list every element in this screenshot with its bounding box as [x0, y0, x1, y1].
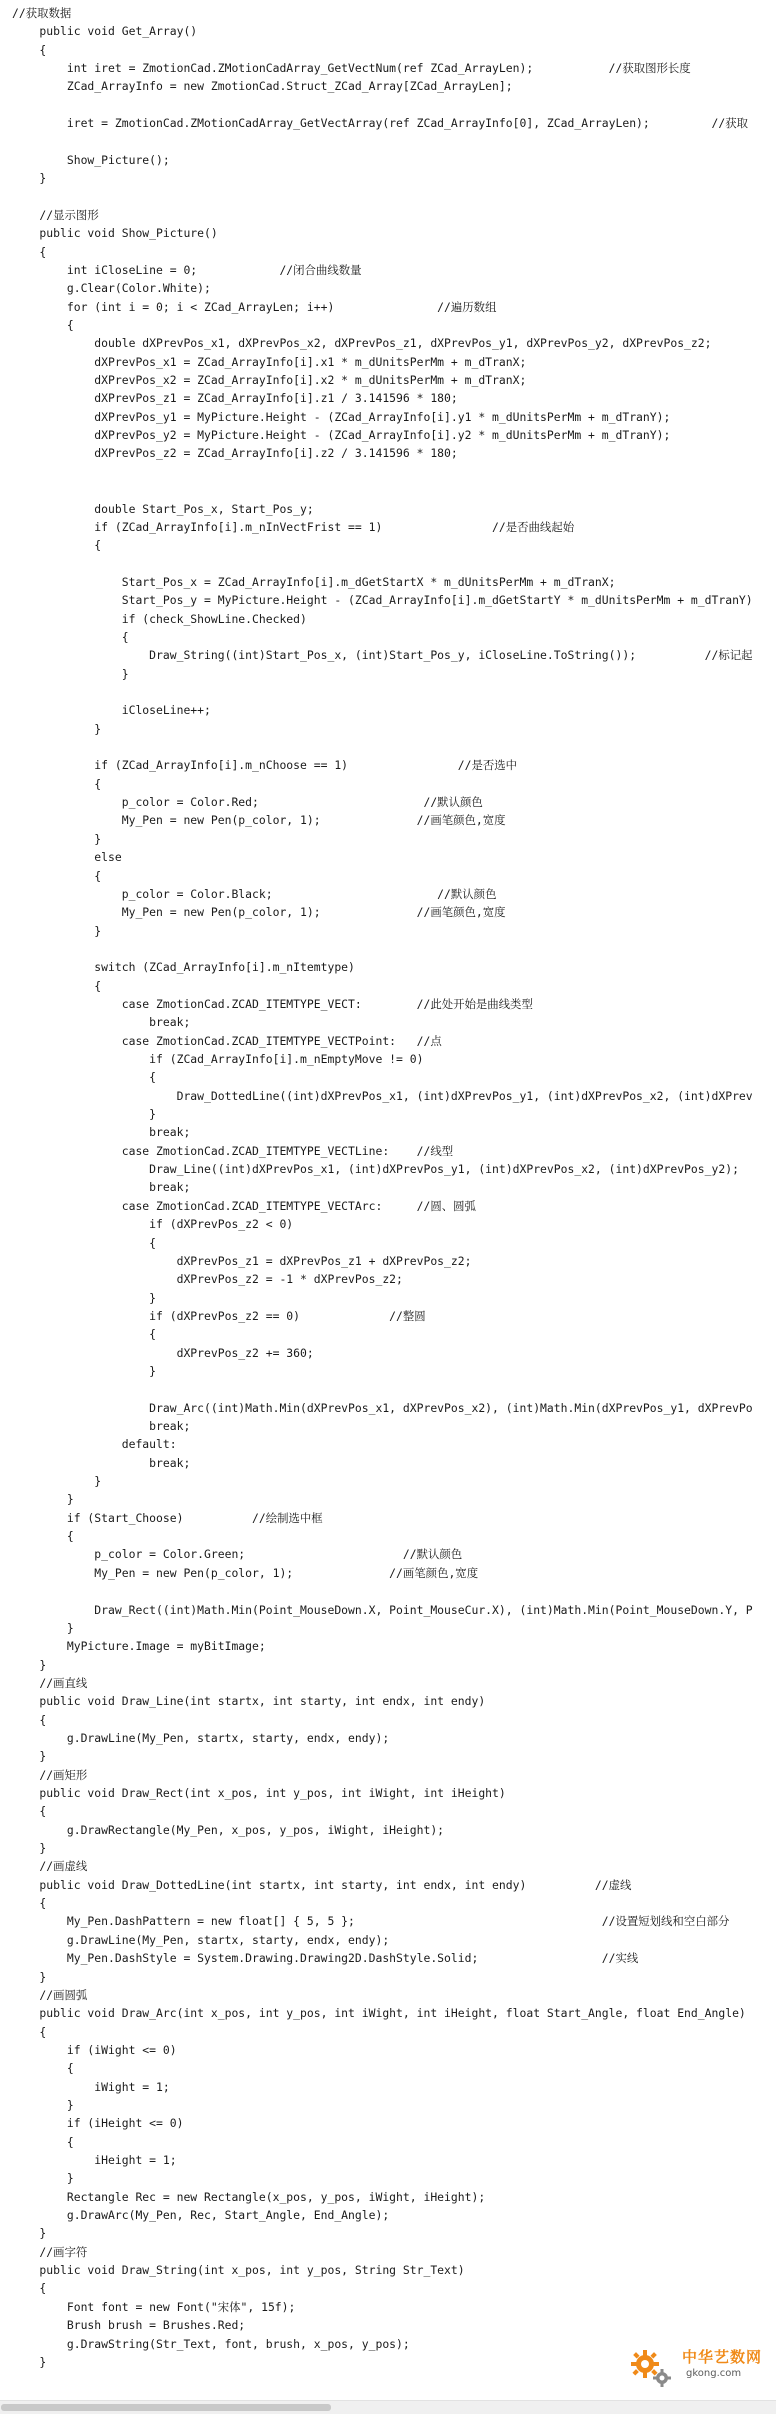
code-line: dXPrevPos_y2 = MyPicture.Height - (ZCad_ArrayInfo[i].y2 * m_dUnitsPerMm + m_dTranY);	[12, 428, 671, 443]
code-line: ZCad_ArrayInfo = new ZmotionCad.Struct_ZCad_Array[ZCad_ArrayLen];	[12, 79, 513, 94]
code-line: Draw_Arc((int)Math.Min(dXPrevPos_x1, dXPrevPos_x2), (int)Math.Min(dXPrevPos_y1, dXPrevPo	[12, 1400, 753, 1415]
code-line: //画圆弧	[12, 1987, 88, 2002]
watermark-title: 中华艺数网	[682, 2348, 763, 2366]
code-line: My_Pen = new Pen(p_color, 1); //画笔颜色,宽度	[12, 1565, 479, 1580]
code-line: case ZmotionCad.ZCAD_ITEMTYPE_VECTPoint: //点	[12, 1033, 442, 1048]
code-line: public void Draw_String(int x_pos, int y_pos, String Str_Text)	[12, 2263, 465, 2278]
code-line: Start_Pos_y = MyPicture.Height - (ZCad_ArrayInfo[i].m_dGetStartY * m_dUnitsPerMm + m_dTranY)	[12, 593, 753, 608]
code-line: //画字符	[12, 2244, 88, 2259]
code-line: case ZmotionCad.ZCAD_ITEMTYPE_VECT: //此处开始是曲线类型	[12, 996, 533, 1011]
code-line: break;	[12, 1455, 191, 1470]
code-line: dXPrevPos_z1 = dXPrevPos_z1 + dXPrevPos_z2;	[12, 1253, 472, 1268]
site-watermark	[628, 2342, 768, 2392]
code-line: iCloseLine++;	[12, 703, 211, 718]
code-line: {	[12, 1804, 47, 1819]
code-line: if (check_ShowLine.Checked)	[12, 611, 307, 626]
code-line: {	[12, 2134, 74, 2149]
code-line: //画虚线	[12, 1859, 88, 1874]
code-line: {	[12, 2061, 74, 2076]
code-line: if (iWight <= 0)	[12, 2042, 177, 2057]
code-line: if (ZCad_ArrayInfo[i].m_nInVectFrist == 1) //是否曲线起始	[12, 519, 575, 534]
code-line: My_Pen = new Pen(p_color, 1); //画笔颜色,宽度	[12, 813, 506, 828]
code-line: Show_Picture();	[12, 152, 170, 167]
code-line: My_Pen.DashPattern = new float[] { 5, 5 }; //设置短划线和空白部分	[12, 1914, 730, 1929]
code-line: else	[12, 850, 122, 865]
code-line: public void Draw_Rect(int x_pos, int y_pos, int iWight, int iHeight)	[12, 1786, 506, 1800]
code-line: My_Pen = new Pen(p_color, 1); //画笔颜色,宽度	[12, 905, 506, 920]
code-line: }	[12, 2097, 74, 2112]
code-line: if (iHeight <= 0)	[12, 2116, 184, 2131]
code-line: iret = ZmotionCad.ZMotionCadArray_GetVectArray(ref ZCad_ArrayInfo[0], ZCad_ArrayLen); //获取	[12, 116, 748, 131]
code-line: //画矩形	[12, 1767, 88, 1782]
code-line: }	[12, 923, 102, 938]
code-line: iHeight = 1;	[12, 2153, 177, 2167]
code-line: Draw_String((int)Start_Pos_x, (int)Start_Pos_y, iCloseLine.ToString()); //标记起	[12, 648, 753, 663]
code-line: Font font = new Font("宋体", 15f);	[12, 2299, 296, 2314]
code-line: iWight = 1;	[12, 2079, 170, 2094]
code-line: dXPrevPos_x1 = ZCad_ArrayInfo[i].x1 * m_dUnitsPerMm + m_dTranX;	[12, 354, 527, 369]
code-line: p_color = Color.Red; //默认颜色	[12, 795, 483, 810]
code-line: }	[12, 1841, 47, 1855]
code-line: }	[12, 1749, 47, 1764]
code-line: if (ZCad_ArrayInfo[i].m_nEmptyMove != 0)	[12, 1052, 424, 1066]
code-line: if (Start_Choose) //绘制选中框	[12, 1510, 323, 1525]
code-line: }	[12, 1363, 157, 1378]
code-line: }	[12, 2226, 47, 2241]
code-line: if (dXPrevPos_z2 == 0) //整圆	[12, 1308, 426, 1323]
code-line: {	[12, 1235, 157, 1250]
code-line: break;	[12, 1015, 191, 1030]
code-line: dXPrevPos_x2 = ZCad_ArrayInfo[i].x2 * m_dUnitsPerMm + m_dTranX;	[12, 373, 527, 387]
code-line: if (dXPrevPos_z2 < 0)	[12, 1217, 294, 1232]
code-line: }	[12, 1969, 47, 1984]
code-line: }	[12, 1492, 74, 1507]
code-line: //获取数据	[12, 6, 72, 20]
code-line: case ZmotionCad.ZCAD_ITEMTYPE_VECTArc: //圆、圆弧	[12, 1198, 476, 1213]
code-line: dXPrevPos_z2 = -1 * dXPrevPos_z2;	[12, 1272, 403, 1287]
code-line: }	[12, 1657, 47, 1672]
code-line: case ZmotionCad.ZCAD_ITEMTYPE_VECTLine: //线型	[12, 1143, 454, 1158]
code-line: int iret = ZmotionCad.ZMotionCadArray_GetVectNum(ref ZCad_ArrayLen); //获取图形长度	[12, 61, 691, 76]
code-line: }	[12, 171, 47, 186]
code-line: }	[12, 2171, 74, 2186]
code-line: }	[12, 721, 102, 736]
code-line: dXPrevPos_z2 += 360;	[12, 1345, 314, 1360]
code-line: Start_Pos_x = ZCad_ArrayInfo[i].m_dGetStartX * m_dUnitsPerMm + m_dTranX;	[12, 574, 616, 589]
code-line: public void Draw_Arc(int x_pos, int y_pos, int iWight, int iHeight, float Start_Angle, float End_Angle)	[12, 2006, 746, 2021]
code-line: Draw_Rect((int)Math.Min(Point_MouseDown.X, Point_MouseCur.X), (int)Math.Min(Point_MouseDown.Y, P	[12, 1602, 753, 1617]
code-line: g.DrawArc(My_Pen, Rec, Start_Angle, End_Angle);	[12, 2208, 390, 2222]
code-line: //画直线	[12, 1675, 88, 1690]
code-line: double dXPrevPos_x1, dXPrevPos_x2, dXPrevPos_z1, dXPrevPos_y1, dXPrevPos_y2, dXPrevPos_z2;	[12, 336, 712, 351]
code-line: break;	[12, 1419, 191, 1433]
code-line: {	[12, 244, 47, 259]
code-line: p_color = Color.Black; //默认颜色	[12, 886, 497, 901]
code-line: public void Draw_DottedLine(int startx, int starty, int endx, int endy) //虚线	[12, 1877, 632, 1892]
code-line: {	[12, 1327, 157, 1342]
code-line: g.Clear(Color.White);	[12, 281, 211, 296]
code-line: public void Draw_Line(int startx, int starty, int endx, int endy)	[12, 1694, 486, 1709]
code-line: dXPrevPos_y1 = MyPicture.Height - (ZCad_ArrayInfo[i].y1 * m_dUnitsPerMm + m_dTranY);	[12, 409, 671, 424]
code-line: }	[12, 666, 129, 681]
horizontal-scrollbar[interactable]	[0, 2400, 776, 2414]
code-line: }	[12, 1620, 74, 1635]
code-line: {	[12, 776, 102, 791]
code-line: {	[12, 2024, 47, 2039]
code-line: {	[12, 868, 102, 883]
code-line: g.DrawString(Str_Text, font, brush, x_pos, y_pos);	[12, 2336, 410, 2351]
code-line: }	[12, 831, 102, 846]
code-line: {	[12, 629, 129, 644]
code-line: }	[12, 1474, 102, 1488]
code-line: {	[12, 538, 102, 553]
code-line: //显示图形	[12, 207, 99, 222]
code-line: My_Pen.DashStyle = System.Drawing.Drawing2D.DashStyle.Solid; //实线	[12, 1951, 639, 1966]
code-line: {	[12, 1529, 74, 1544]
code-line: dXPrevPos_z1 = ZCad_ArrayInfo[i].z1 / 3.141596 * 180;	[12, 391, 458, 406]
code-line: }	[12, 1290, 157, 1305]
code-line: int iCloseLine = 0; //闭合曲线数量	[12, 262, 362, 277]
code-line: switch (ZCad_ArrayInfo[i].m_nItemtype)	[12, 960, 355, 975]
code-line: default:	[12, 1437, 177, 1452]
code-line: Rectangle Rec = new Rectangle(x_pos, y_pos, iWight, iHeight);	[12, 2189, 486, 2204]
code-line: Brush brush = Brushes.Red;	[12, 2318, 246, 2333]
code-line: g.DrawLine(My_Pen, startx, starty, endx, endy);	[12, 1730, 390, 1745]
code-line: {	[12, 2281, 47, 2296]
code-line: {	[12, 1070, 157, 1085]
scrollbar-thumb[interactable]	[1, 2404, 331, 2411]
code-line: public void Show_Picture()	[12, 226, 218, 241]
code-line: {	[12, 1712, 47, 1727]
code-line: {	[12, 318, 74, 332]
code-line: {	[12, 1896, 47, 1911]
code-line: g.DrawLine(My_Pen, startx, starty, endx, endy);	[12, 1932, 390, 1947]
code-line: }	[12, 2354, 47, 2369]
code-line: MyPicture.Image = myBitImage;	[12, 1639, 266, 1654]
code-line: }	[12, 1107, 157, 1121]
gear-icon	[628, 2342, 678, 2392]
code-line: break;	[12, 1180, 191, 1195]
code-line: g.DrawRectangle(My_Pen, x_pos, y_pos, iWight, iHeight);	[12, 1822, 445, 1837]
code-line: for (int i = 0; i < ZCad_ArrayLen; i++) //遍历数组	[12, 299, 497, 314]
code-line: Draw_Line((int)dXPrevPos_x1, (int)dXPrevPos_y1, (int)dXPrevPos_x2, (int)dXPrevPos_y2);	[12, 1162, 739, 1177]
code-line: dXPrevPos_z2 = ZCad_ArrayInfo[i].z2 / 3.141596 * 180;	[12, 446, 458, 461]
code-line: break;	[12, 1125, 191, 1140]
code-line: Draw_DottedLine((int)dXPrevPos_x1, (int)dXPrevPos_y1, (int)dXPrevPos_x2, (int)dXPrev	[12, 1088, 753, 1103]
watermark-url: gkong.com	[686, 2368, 742, 2379]
code-line: {	[12, 42, 47, 57]
code-line: if (ZCad_ArrayInfo[i].m_nChoose == 1) //是否选中	[12, 758, 518, 773]
code-line: {	[12, 978, 102, 993]
code-line: p_color = Color.Green; //默认颜色	[12, 1547, 463, 1562]
code-line: public void Get_Array()	[12, 24, 198, 39]
code-line: double Start_Pos_x, Start_Pos_y;	[12, 501, 314, 516]
